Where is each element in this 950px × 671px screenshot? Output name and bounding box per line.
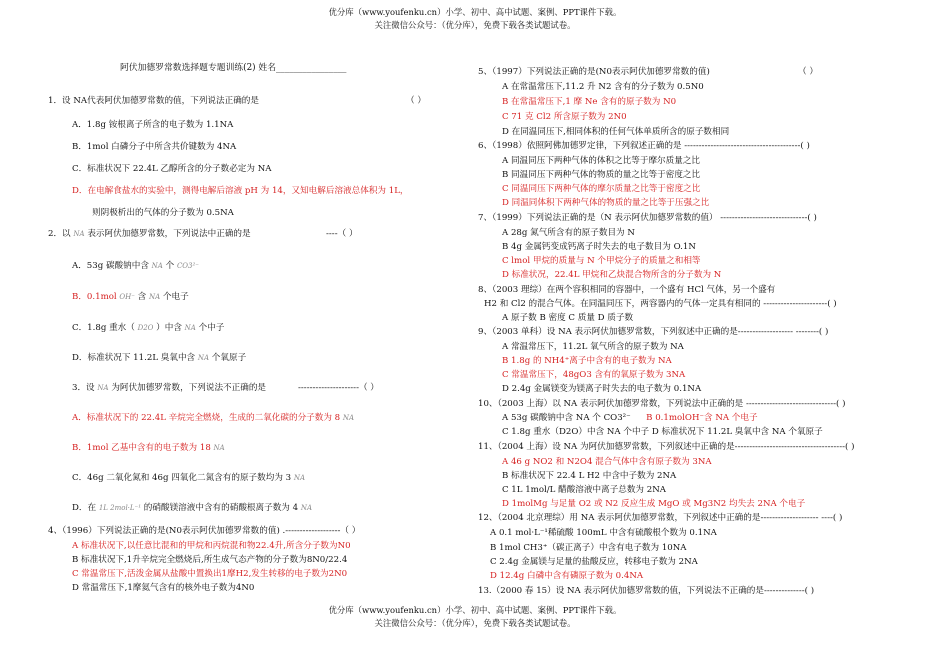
q2-stem-b: 表示阿伏加德罗常数，下列说法中正确的是 xyxy=(87,229,251,239)
q3-d-conc: 1L 2mol·L⁻¹ xyxy=(98,504,142,512)
q7-stem: 7、（1999）下列说法正确的是（N 表示阿伏加德罗常数的值） ------------------------------( ) xyxy=(478,213,817,223)
q2-b-han: 含 xyxy=(137,292,147,302)
q1-option-b: B．1mol 白磷分子中所含共价键数为 4NA xyxy=(72,142,237,152)
q4-stem: 4、（1996）下列说法正确的是(N0表示阿伏加德罗常数的值) .-------------------（ ） xyxy=(48,526,361,536)
q3-c-text: C．46g 二氧化氮和 46g 四氧化二氮含有的原子数均为 3 xyxy=(72,473,292,483)
q11-option-c: C 1L 1mol/L 醋酸溶液中离子总数为 2NA xyxy=(502,485,666,495)
q3-d-mid: 的硝酸镁溶液中含有的硝酸根离子数为 4 xyxy=(143,503,299,513)
q6-stem: 6、（1998）依照阿佛加德罗定律，下列叙述正确的是 ----------------------------------------( ) xyxy=(478,141,810,151)
q3-b-na: NA xyxy=(213,444,225,452)
q4-option-b: B 标准状况下,1升辛烷完全燃烧后,所生成气态产物的分子数为8N0/22.4 xyxy=(72,555,348,565)
q2-option-c xyxy=(72,324,224,333)
q10-option-ab xyxy=(502,414,758,423)
page-footer-line-2: 关注微信公众号：（优分库），免费下载各类试题试卷。 xyxy=(374,618,576,628)
q9-option-c: C 常温常压下，48gO3 含有的氧原子数为 3NA xyxy=(502,370,686,380)
worksheet-title xyxy=(120,64,346,73)
q5-option-b: B 在常温常压下,1 摩 Ne 含有的原子数为 N0 xyxy=(502,97,677,107)
q2-c-mid: ）中含 xyxy=(156,323,182,333)
q3-d-na: NA xyxy=(300,504,313,512)
q4-option-a: A 标准状况下,以任意比混和的甲烷和丙烷混和物22.4升,所含分子数为N0 xyxy=(72,541,351,551)
q7-option-b: B 4g 金属钙变成钙离子时失去的电子数目为 O.1N xyxy=(502,242,696,252)
q9-option-b: B 1.8g 的 NH4⁺离子中含有的电子数为 NA xyxy=(502,356,672,366)
q2-b-oh: OH⁻ xyxy=(119,293,135,301)
q2-option-d xyxy=(72,354,246,363)
q13-stem: 13.（2000 春 15）设 NA 表示阿伏加德罗常数的值，下列说法不正确的是--------------( ) xyxy=(478,586,815,596)
q3-d-text: D．在 xyxy=(72,503,97,513)
q8-stem-line1: 8、（2003 理综）在两个容积相同的容器中，一个盛有 HCl 气体，另一个盛有 xyxy=(478,285,776,295)
q12-option-d: D 12.4g 白磷中含有磷原子数为 0.4NA xyxy=(490,571,644,581)
title-text: 阿伏加德罗常数选择题专题训练(2) 姓名 xyxy=(120,63,277,73)
q2-c-d2o: D2O xyxy=(137,324,154,332)
q3-option-d xyxy=(72,504,312,513)
q5-bracket: （ ） xyxy=(798,67,818,77)
q2-c-na: NA xyxy=(184,324,196,332)
q7-option-d: D 标准状况，22.4L 甲烷和乙炔混合物所含的分子数为 N xyxy=(502,270,722,280)
q2-b-tail: 个电子 xyxy=(162,292,189,302)
q2-a-text: A．53g 碳酸钠中含 xyxy=(72,261,149,271)
q3-stem xyxy=(72,384,266,393)
q12-stem: 12、（2004 北京理综）用 NA 表示阿伏加德罗常数，下列叙述中正确的是-------------------- ----( ) xyxy=(478,513,843,523)
page-header-line-2: 关注微信公众号：（优分库），免费下载各类试题试卷。 xyxy=(374,20,576,30)
q10-option-cd: C 1.8g 重水（D2O）中含 NA 个中子 D 标准状况下 11.2L 臭氧中含 NA 个氧原子 xyxy=(502,427,823,437)
q3-c-na: NA xyxy=(293,474,306,482)
q2-c-text: C．1.8g 重水（ xyxy=(72,323,135,333)
q7-option-a: A 28g 氮气所含有的原子数目为 N xyxy=(502,228,635,238)
q2-d-na: NA xyxy=(197,354,210,362)
q2-a-co3: CO3²⁻ xyxy=(176,262,199,270)
q7-option-c: C lmol 甲烷的质量与 N 个甲烷分子的质量之和相等 xyxy=(502,256,701,266)
q3-bracket: ---------------------（ ） xyxy=(298,383,379,393)
q3-a-text: A．标准状况下的 22.4L 辛烷完全燃烧，生成的二氧化碳的分子数为 8 xyxy=(72,413,341,423)
q6-option-c: C 同温同压下两种气体的摩尔质量之比等于密度之比 xyxy=(502,184,701,194)
q12-option-a: A 0.1 mol·L⁻¹稀硫酸 100mL 中含有硫酸根个数为 0.1NA xyxy=(490,528,717,538)
q12-option-c: C 2.4g 金属镁与足量的盐酸反应，转移电子数为 2NA xyxy=(490,557,698,567)
q2-d-tail: 个氧原子 xyxy=(211,353,247,363)
q9-option-d: D 2.4g 金属镁变为镁离子时失去的电子数为 0.1NA xyxy=(502,384,702,394)
q11-stem: 11、（2004 上海）设 NA 为阿伏加德罗常数，下列叙述中正确的是--------------------------------------( ) xyxy=(478,442,855,452)
q3-option-a xyxy=(72,414,354,423)
q6-option-a: A 同温同压下两种气体的体积之比等于摩尔质量之比 xyxy=(502,156,701,166)
page-header-line-1: 优分库（www.youfenku.cn）小学、初中、高中试题、案例、PPT课件下载。 xyxy=(328,7,622,17)
q9-stem: 9、（2003 单科）设 NA 表示阿伏加德罗常数，下列叙述中正确的是------------------- --------( ) xyxy=(478,327,829,337)
q2-stem-na: NA xyxy=(73,230,85,238)
q3-b-text: B．1mol 乙基中含有的电子数为 18 xyxy=(72,443,211,453)
q3-a-na: NA xyxy=(342,414,355,422)
q1-option-c: C．标准状况下 22.4L 乙醇所含的分子数必定为 NA xyxy=(72,164,272,174)
q12-option-b: B 1mol CH3⁺（碳正离子）中含有电子数为 10NA xyxy=(490,543,687,553)
q2-stem-a: 2．以 xyxy=(48,229,71,239)
q3-stem-b: 为阿伏加德罗常数，下列说法不正确的是 xyxy=(111,383,267,393)
q1-bracket: （ ） xyxy=(406,96,426,106)
q9-option-a: A 常温常压下，11.2L 氧气所含的原子数为 NA xyxy=(502,342,684,352)
q5-option-d: D 在同温同压下,相同体积的任何气体单质所含的原子数相同 xyxy=(502,127,730,137)
q4-option-d: D 常温常压下,1摩氦气含有的核外电子数为4N0 xyxy=(72,583,255,593)
q2-option-a xyxy=(72,262,199,271)
q1-option-d-line2: 则阴极析出的气体的分子数为 0.5NA xyxy=(92,208,234,218)
q8-stem-line2: H2 和 Cl2 的混合气体。在同温同压下，两容器内的气体一定具有相同的 ----------------------( ) xyxy=(484,299,837,309)
q3-stem-a: 3．设 xyxy=(72,383,95,393)
name-blank: ________________ xyxy=(276,63,347,73)
q6-option-b: B 同温同压下两种气体的物质的量之比等于密度之比 xyxy=(502,170,701,180)
q1-stem: 1．设 NA代表阿伏加德罗常数的值，下列说法正确的是 xyxy=(48,96,259,106)
q11-option-a: A 46 g NO2 和 N2O4 混合气体中含有原子数为 3NA xyxy=(502,457,712,467)
page-footer-line-1: 优分库（www.youfenku.cn）小学、初中、高中试题、案例、PPT课件下载。 xyxy=(328,605,622,615)
q1-option-a: A．1.8g 铵根离子所含的电子数为 1.1NA xyxy=(72,120,234,130)
q4-option-c: C 常温常压下,活泼金属从盐酸中置换出1摩H2,发生转移的电子数为2N0 xyxy=(72,569,348,579)
q2-a-na: NA xyxy=(151,262,163,270)
q3-option-c xyxy=(72,474,305,483)
q5-option-a: A 在常温常压下,11.2 升 N2 含有的分子数为 0.5N0 xyxy=(502,82,704,92)
q5-option-c: C 71 克 Cl2 所含原子数为 2N0 xyxy=(502,112,627,122)
q5-stem: 5、（1997）下列说法正确的是(N0表示阿伏加德罗常数的值) xyxy=(478,67,710,77)
q11-option-d: D 1molMg 与足量 O2 或 N2 反应生成 MgO 或 Mg3N2 均失去 2NA 个电子 xyxy=(502,499,806,509)
q3-option-b xyxy=(72,444,225,453)
q3-stem-na: NA xyxy=(97,384,109,392)
q8-options: A 原子数 B 密度 C 质量 D 质子数 xyxy=(502,313,634,323)
q2-option-b xyxy=(72,293,189,302)
q1-option-d-line1: D．在电解食盐水的实验中，测得电解后溶液 pH 为 14，又知电解后溶液总体积为 1L， xyxy=(72,186,409,196)
q2-a-ge: 个 xyxy=(165,261,175,271)
q10-stem: 10、（2003 上海）以 NA 表示阿伏加德罗常数，下列说法中正确的是 -------------------------------( ) xyxy=(478,399,846,409)
q6-option-d: D 同温同体积下两种气体的物质的量之比等于压强之比 xyxy=(502,198,710,208)
q10-option-b: B 0.1molOH⁻含 NA 个电子 xyxy=(646,413,758,423)
q2-b-letter: B．0.1mol xyxy=(72,292,117,302)
q11-option-b: B 标准状况下 22.4 L H2 中含中子数为 2NA xyxy=(502,471,677,481)
q2-stem xyxy=(48,230,251,239)
q2-b-na: NA xyxy=(149,293,161,301)
q10-option-a: A 53g 碳酸钠中含 NA 个 CO3²⁻ xyxy=(502,413,631,423)
q2-bracket: ----（ ） xyxy=(326,229,358,239)
q2-c-tail: 个中子 xyxy=(198,323,225,333)
q2-d-text: D．标准状况下 11.2L 臭氧中含 xyxy=(72,353,196,363)
